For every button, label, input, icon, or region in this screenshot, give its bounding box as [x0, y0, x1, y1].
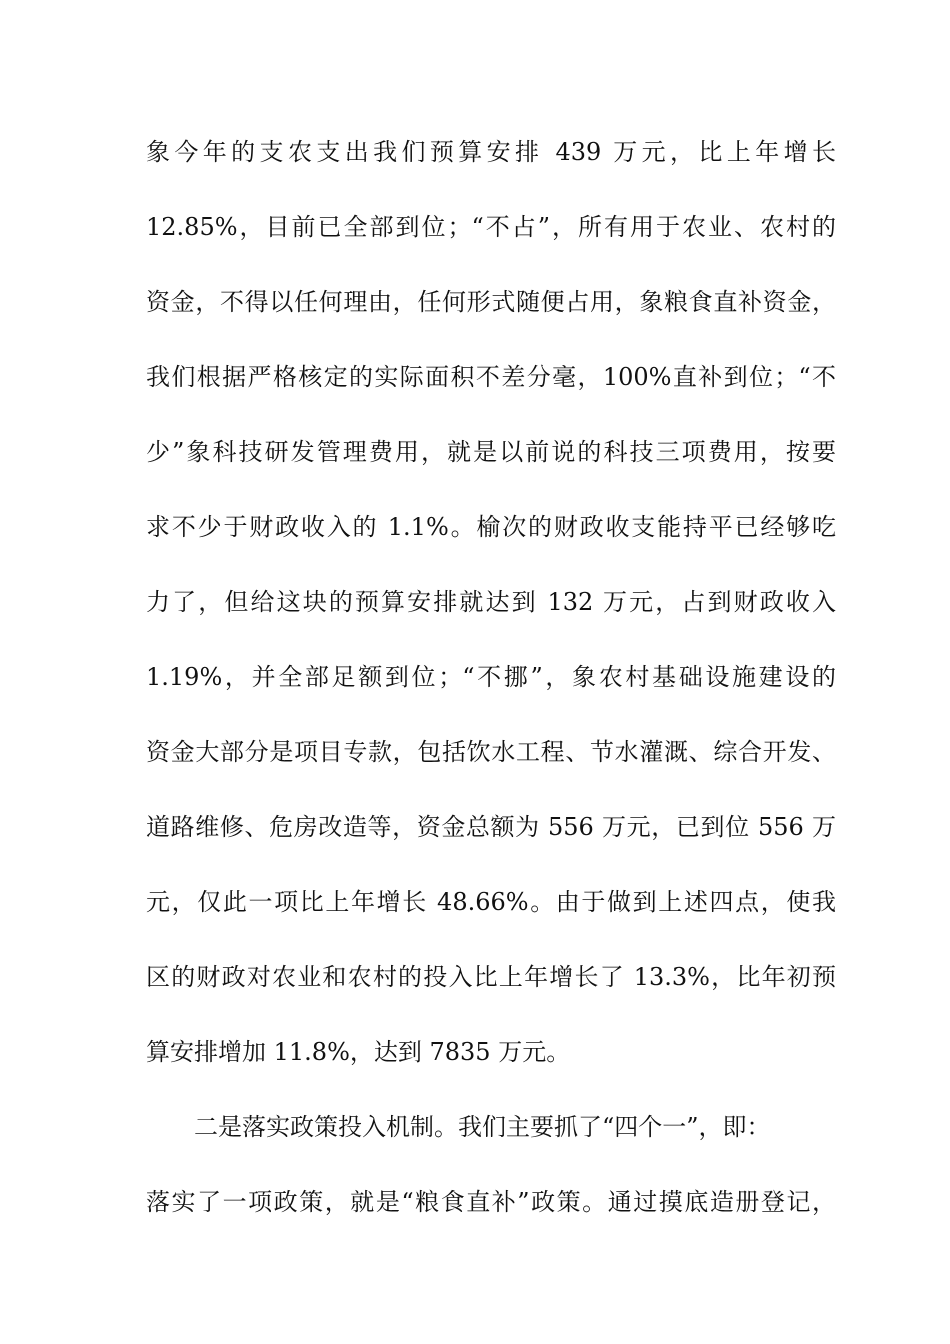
text-line-3: 资金，不得以任何理由，任何形式随便占用，象粮食直补资金， [146, 288, 836, 316]
text-line-4: 我们根据严格核定的实际面积不差分毫，100%直补到位；“不 [146, 363, 836, 391]
body-text [146, 128, 836, 1253]
text-line-1: 象今年的支农支出我们预算安排 439 万元，比上年增长 [146, 138, 836, 166]
text-line-8: 1.19%，并全部足额到位；“不挪”，象农村基础设施建设的 [146, 663, 836, 691]
text-line-5: 少”象科技研发管理费用，就是以前说的科技三项费用，按要 [146, 438, 836, 466]
text-line-2: 12.85%，目前已全部到位；“不占”，所有用于农业、农村的 [146, 213, 836, 241]
text-line-6: 求不少于财政收入的 1.1%。榆次的财政收支能持平已经够吃 [146, 513, 836, 541]
text-line-7: 力了，但给这块的预算安排就达到 132 万元，占到财政收入 [146, 588, 836, 616]
text-line-10: 道路维修、危房改造等，资金总额为 556 万元，已到位 556 万 [146, 813, 836, 841]
text-line-12: 区的财政对农业和农村的投入比上年增长了 13.3%，比年初预 [146, 963, 836, 991]
text-line-9: 资金大部分是项目专款，包括饮水工程、节水灌溉、综合开发、 [146, 738, 836, 766]
text-line-11: 元，仅此一项比上年增长 48.66%。由于做到上述四点，使我 [146, 888, 836, 916]
text-line-15: 落实了一项政策，就是“粮食直补”政策。通过摸底造册登记， [146, 1188, 836, 1216]
text-line-14: 二是落实政策投入机制。我们主要抓了“四个一”，即： [194, 1113, 771, 1141]
text-line-13: 算安排增加 11.8%，达到 7835 万元。 [146, 1038, 571, 1066]
